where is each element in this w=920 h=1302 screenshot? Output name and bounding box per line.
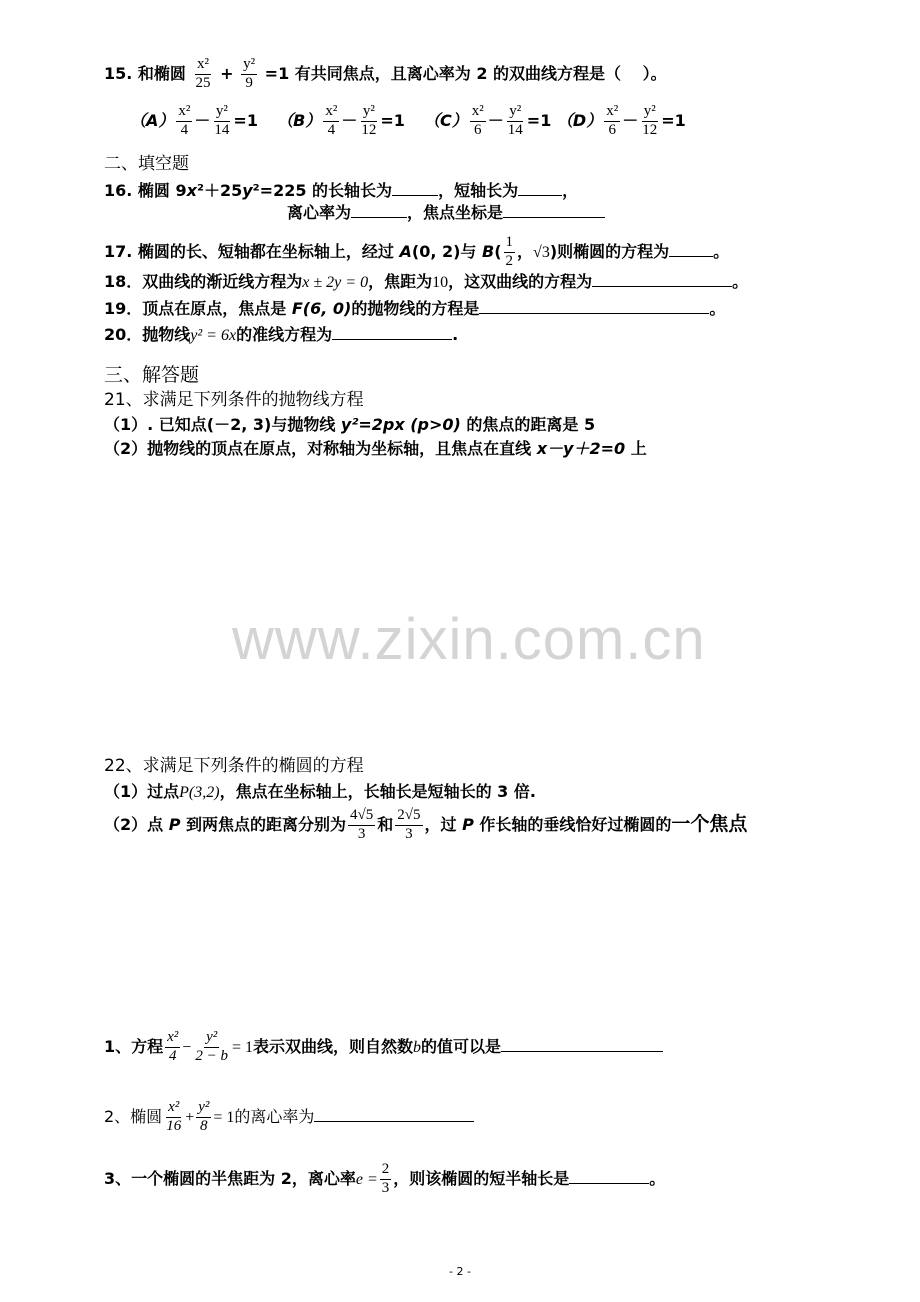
question-21-part-2: （2）抛物线的顶点在原点，对称轴为坐标轴，且焦点在直线 x－y＋2=0 上 [104, 439, 647, 458]
q15-number: 15. [104, 63, 133, 83]
q15-option-c: （C） $\frac{\text{x²}}{6}$ － $\frac{\text{y²}}{14}$ =1 [424, 103, 552, 138]
q15-plus: + [220, 63, 234, 83]
blank-focus-coords [503, 216, 605, 218]
section-2-heading: 二、填空题 [104, 154, 189, 174]
question-18: 18．双曲线的渐近线方程为x ± 2y = 0，焦距为10，这双曲线的方程为 。 [104, 272, 749, 291]
section-3-heading: 三、解答题 [104, 364, 200, 386]
blank-minor-axis [518, 194, 562, 196]
q15-equals: =1 [264, 63, 290, 83]
extra-question-3: 3、一个椭圆的半焦距为 2，离心率e = $\frac{2}{3}$ ，则该椭圆的短半轴长是 。 [104, 1161, 666, 1196]
question-21-part-1: （1）. 已知点(－2, 3)与抛物线 y²=2px (p>0) 的焦点的距离是 5 [104, 415, 596, 434]
blank-q19 [479, 312, 709, 314]
question-19: 19．顶点在原点，焦点是 F(6, 0)的抛物线的方程是 。 [104, 299, 726, 318]
q15-option-a: （A） $\frac{\text{x²}}{4}$ － $\frac{\text{y²}}{14}$ =1 [130, 103, 258, 138]
question-21-title: 21、求满足下列条件的抛物线方程 [104, 390, 364, 410]
q15-fraction-2: $\frac{\text{y²}}{9}$ [243, 56, 256, 91]
extra-question-2: 2、椭圆 $\frac{\text{x²}}{16}$ + $\frac{\text{y²}}{8}$ = 1的离心率为 [104, 1100, 474, 1135]
question-22-part-2: （2）点 P 到两焦点的距离分别为 $\frac{4√5}{3}$ 和 $\frac{2√5}{3}$ ，过 P 作长轴的垂线恰好过椭圆的一个焦点 [104, 807, 748, 842]
question-22-part-1: （1）过点P(3,2)，焦点在坐标轴上，长轴长是短轴长的 3 倍. [104, 782, 536, 801]
question-17: 17. 椭圆的长、短轴都在坐标轴上，经过 A(0, 2)与 B( $\frac{1}{2}$ ，√3)则椭圆的方程为 。 [104, 234, 730, 269]
q15-text: 有共同焦点，且离心率为 2 的双曲线方程是（ ）。 [294, 63, 667, 83]
question-16-line-2: 离心率为 ，焦点坐标是 [287, 205, 605, 221]
q15-option-b: （B） $\frac{\text{x²}}{4}$ － $\frac{\text{y²}}{12}$ =1 [277, 103, 405, 138]
q15-fraction-1: $\frac{\text{x²}}{25}$ [195, 56, 211, 91]
question-16-line-1: 16. 椭圆 9x²＋25y²=225 的长轴长为 ，短轴长为 ， [104, 181, 579, 200]
q15-prefix: 和椭圆 [137, 63, 186, 83]
question-15 [104, 57, 667, 92]
blank-q20 [332, 338, 452, 340]
blank-extra-3 [569, 1182, 649, 1184]
extra-question-1: 1、方程 $\frac{\text{x²}}{4}$ − $\frac{\text{y²}}{2 - b}$ = 1表示双曲线，则自然数b的值可以是 [104, 1030, 663, 1065]
watermark: www.zixin.com.cn [232, 607, 706, 672]
blank-q18 [592, 285, 732, 287]
q15-options [130, 104, 686, 139]
question-20: 20．抛物线y² = 6x的准线方程为 . [104, 325, 459, 344]
blank-major-axis [392, 194, 438, 196]
q15-option-d: （D） $\frac{\text{x²}}{6}$ － $\frac{\text{y²}}{12}$ =1 [556, 103, 686, 138]
blank-extra-1 [501, 1050, 663, 1052]
page-number: - 2 - [449, 1265, 471, 1278]
blank-extra-2 [314, 1120, 474, 1122]
blank-q17 [669, 255, 713, 257]
question-22-title: 22、求满足下列条件的椭圆的方程 [104, 756, 364, 776]
blank-eccentricity [351, 216, 407, 218]
